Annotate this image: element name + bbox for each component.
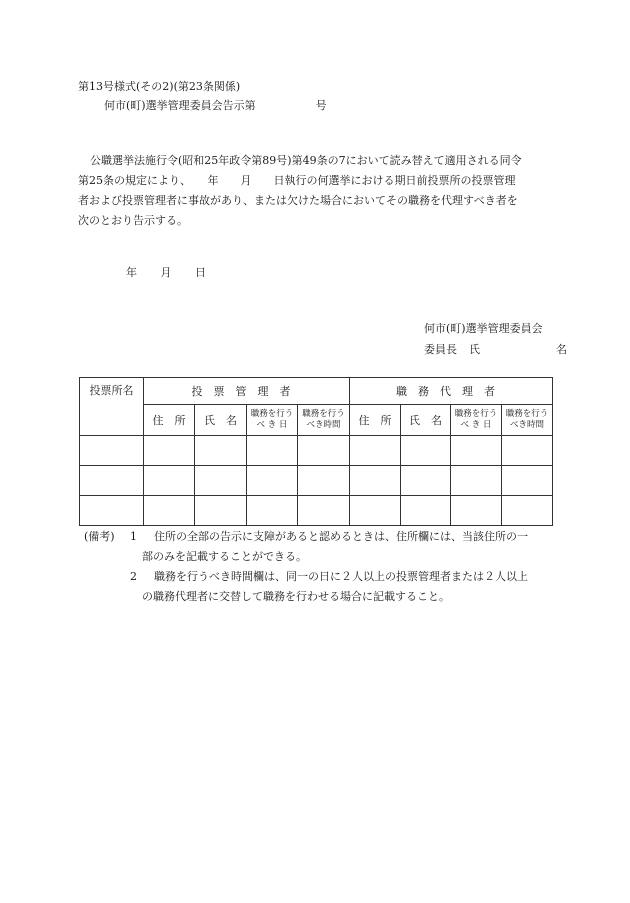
- header-polling-place: 投票所名: [80, 378, 144, 436]
- header-duty-day: 職務を行う べ き 日: [451, 405, 502, 436]
- table-row: [80, 496, 553, 526]
- remark-number-2: 2: [130, 570, 137, 583]
- body-line-4: 次のとおり告示する。: [78, 214, 188, 227]
- header-name: 氏 名: [195, 405, 247, 436]
- table-cell: [401, 436, 451, 466]
- table-cell: [451, 466, 502, 496]
- table-cell: [502, 436, 553, 466]
- body-line-1: 公職選挙法施行令(昭和25年政令第89号)第49条の7において読み替えて適用される同令: [90, 154, 522, 167]
- table-cell: [144, 496, 195, 526]
- table-cell: [80, 436, 144, 466]
- chair-name-label-2: 名: [556, 343, 567, 356]
- table-cell: [350, 466, 401, 496]
- remark-2-line-2: の職務代理者に交替して職務を行わせる場合に記載すること。: [142, 590, 450, 603]
- table-cell: [247, 436, 298, 466]
- notice-title: [104, 99, 327, 113]
- table-cell: [401, 496, 451, 526]
- table-cell: [298, 496, 350, 526]
- table-cell: [502, 496, 553, 526]
- table-cell: [350, 496, 401, 526]
- body-line-3: 者および投票管理者に事故があり、または欠けた場合においてその職務を代理すべき者を: [78, 194, 518, 207]
- issuer-name: 何市(町)選挙管理委員会: [424, 322, 543, 335]
- header-group-deputy: 職務代理者: [350, 378, 553, 405]
- chair-name-label-1: 氏: [469, 343, 480, 356]
- chair-title: 委員長: [424, 343, 457, 356]
- remarks-label: (備考): [84, 530, 115, 543]
- header-name: 氏 名: [401, 405, 451, 436]
- table-row: [80, 466, 553, 496]
- header-duty-time: 職務を行う べき時間: [298, 405, 350, 436]
- remark-2-line-1: 職務を行うべき時間欄は、同一の日に２人以上の投票管理者または２人以上: [154, 570, 528, 583]
- remark-1-line-1: 住所の全部の告示に支障があると認めるときは、住所欄には、当該住所の一: [154, 530, 528, 543]
- notice-date: 年 月 日: [126, 266, 206, 279]
- table-cell: [195, 496, 247, 526]
- table-row: [80, 436, 553, 466]
- table-cell: [451, 496, 502, 526]
- appointment-table: [79, 377, 553, 526]
- table-cell: [80, 466, 144, 496]
- table-cell: [298, 436, 350, 466]
- header-address: 住 所: [144, 405, 195, 436]
- remark-1-line-2: 部のみを記載することができる。: [142, 550, 307, 563]
- table-cell: [451, 436, 502, 466]
- chair-signature-line: [424, 343, 567, 357]
- notice-title-suffix: 号: [315, 99, 327, 112]
- notice-title-prefix: 何市(町)選挙管理委員会告示第: [104, 99, 256, 112]
- table-cell: [502, 466, 553, 496]
- form-number-heading: 第13号様式(その2)(第23条関係): [78, 80, 241, 93]
- table-cell: [144, 466, 195, 496]
- table-cell: [298, 466, 350, 496]
- notice-body: [78, 151, 558, 231]
- table-cell: [144, 436, 195, 466]
- table-cell: [195, 466, 247, 496]
- header-group-polling-manager: 投票管理者: [144, 378, 350, 405]
- header-duty-time: 職務を行う べき時間: [502, 405, 553, 436]
- table-cell: [401, 466, 451, 496]
- table-cell: [195, 436, 247, 466]
- header-address: 住 所: [350, 405, 401, 436]
- body-line-2: 第25条の規定により、 年 月 日執行の何選挙における期日前投票所の投票管理: [78, 174, 516, 187]
- table-cell: [80, 496, 144, 526]
- remark-number-1: 1: [130, 530, 137, 543]
- table-cell: [350, 436, 401, 466]
- table-cell: [247, 496, 298, 526]
- header-duty-day: 職務を行う べ き 日: [247, 405, 298, 436]
- table-cell: [247, 466, 298, 496]
